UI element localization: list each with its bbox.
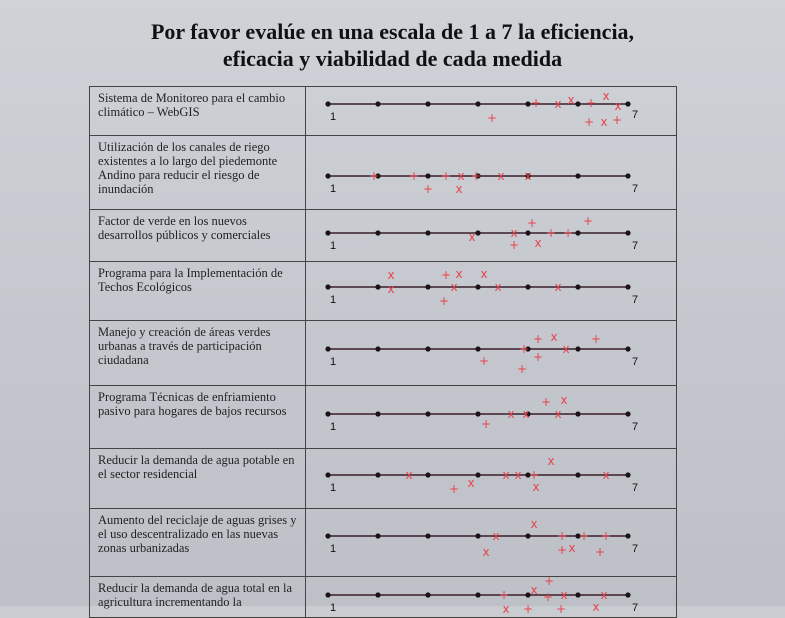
scale-point[interactable] bbox=[325, 346, 330, 351]
rating-mark: x bbox=[530, 517, 538, 531]
rating-table bbox=[89, 86, 677, 618]
rating-scale[interactable] bbox=[306, 509, 676, 576]
scale-point[interactable] bbox=[325, 592, 330, 597]
rating-row bbox=[90, 509, 677, 577]
rating-mark: x bbox=[510, 226, 518, 240]
measure-label: Sistema de Monitoreo para el cambio climático – WebGIS bbox=[90, 87, 306, 136]
rating-mark: + bbox=[578, 529, 590, 543]
rating-scale-cell[interactable] bbox=[306, 87, 677, 136]
rating-mark: x bbox=[405, 468, 413, 482]
scale-point[interactable] bbox=[475, 592, 480, 597]
scale-min-label: 1 bbox=[330, 240, 337, 252]
rating-mark: x bbox=[497, 169, 505, 183]
scale-point[interactable] bbox=[625, 533, 630, 538]
rating-mark: + bbox=[486, 111, 498, 125]
scale-point[interactable] bbox=[325, 101, 330, 106]
scale-point[interactable] bbox=[625, 101, 630, 106]
rating-mark: x bbox=[554, 280, 562, 294]
scale-min-label: 1 bbox=[330, 356, 337, 368]
rating-mark: + bbox=[422, 182, 434, 196]
scale-point[interactable] bbox=[425, 411, 430, 416]
measure-label: Programa para la Implementación de Techos Ecológicos bbox=[90, 262, 306, 321]
measure-label: Programa Técnicas de enfriamiento pasivo para hogares de bajos recursos bbox=[90, 386, 306, 449]
rating-mark: x bbox=[592, 600, 600, 614]
rating-mark: x bbox=[457, 169, 465, 183]
scale-point[interactable] bbox=[375, 284, 380, 289]
scale-point[interactable] bbox=[575, 284, 580, 289]
rating-row bbox=[90, 449, 677, 509]
rating-row bbox=[90, 210, 677, 262]
scale-point[interactable] bbox=[325, 173, 330, 178]
scale-point[interactable] bbox=[475, 101, 480, 106]
rating-mark: x bbox=[455, 267, 463, 281]
scale-point[interactable] bbox=[575, 592, 580, 597]
measure-label: Factor de verde en los nuevos desarrollos públicos y comerciales bbox=[90, 210, 306, 262]
scale-point[interactable] bbox=[625, 173, 630, 178]
measure-label: Utilización de los canales de riego existentes a lo largo del piedemonte Andino para reducir el riesgo de inundación bbox=[90, 136, 306, 210]
rating-mark: x bbox=[600, 588, 608, 602]
rating-mark: x bbox=[455, 182, 463, 196]
rating-mark: + bbox=[600, 529, 612, 543]
scale-point[interactable] bbox=[525, 533, 530, 538]
rating-mark: + bbox=[522, 602, 534, 616]
rating-scale[interactable] bbox=[306, 136, 676, 209]
rating-mark: x bbox=[554, 97, 562, 111]
rating-mark: + bbox=[556, 529, 568, 543]
scale-point[interactable] bbox=[575, 346, 580, 351]
rating-mark: x bbox=[614, 99, 622, 113]
rating-mark: x bbox=[567, 93, 575, 107]
scale-min-label: 1 bbox=[330, 421, 337, 433]
rating-mark: + bbox=[440, 268, 452, 282]
rating-scale-cell[interactable] bbox=[306, 262, 677, 321]
rating-scale[interactable] bbox=[306, 87, 676, 135]
rating-mark: x bbox=[502, 602, 510, 616]
rating-mark: x bbox=[494, 280, 502, 294]
rating-mark: x bbox=[480, 267, 488, 281]
rating-scale-cell[interactable] bbox=[306, 577, 677, 618]
scale-point[interactable] bbox=[425, 230, 430, 235]
scale-point[interactable] bbox=[325, 284, 330, 289]
scale-max-label: 7 bbox=[632, 240, 639, 252]
scale-point[interactable] bbox=[625, 346, 630, 351]
scale-max-label: 7 bbox=[632, 543, 639, 555]
scale-min-label: 1 bbox=[330, 543, 337, 555]
rating-mark: + bbox=[585, 96, 597, 110]
rating-mark: x bbox=[600, 115, 608, 129]
rating-mark: x bbox=[387, 268, 395, 282]
scale-max-label: 7 bbox=[632, 183, 639, 195]
scale-point[interactable] bbox=[475, 346, 480, 351]
scale-max-label: 7 bbox=[632, 294, 639, 306]
scale-point[interactable] bbox=[575, 472, 580, 477]
scale-point[interactable] bbox=[525, 101, 530, 106]
rating-mark: x bbox=[467, 476, 475, 490]
rating-scale[interactable] bbox=[306, 449, 676, 508]
rating-mark: x bbox=[554, 407, 562, 421]
scale-point[interactable] bbox=[425, 101, 430, 106]
scale-point[interactable] bbox=[375, 411, 380, 416]
scale-point[interactable] bbox=[575, 173, 580, 178]
scale-point[interactable] bbox=[325, 411, 330, 416]
rating-scale-cell[interactable] bbox=[306, 509, 677, 577]
scale-point[interactable] bbox=[475, 533, 480, 538]
rating-mark: x bbox=[602, 468, 610, 482]
scale-point[interactable] bbox=[375, 472, 380, 477]
rating-mark: + bbox=[526, 216, 538, 230]
scale-point[interactable] bbox=[625, 592, 630, 597]
rating-mark: + bbox=[438, 294, 450, 308]
rating-mark: + bbox=[545, 226, 557, 240]
scale-point[interactable] bbox=[325, 533, 330, 538]
measure-label: Manejo y creación de áreas verdes urbanas a través de participación ciudadana bbox=[90, 321, 306, 386]
scale-point[interactable] bbox=[625, 284, 630, 289]
scale-point[interactable] bbox=[375, 533, 380, 538]
rating-mark: + bbox=[448, 482, 460, 496]
scale-min-label: 1 bbox=[330, 111, 337, 123]
scale-point[interactable] bbox=[325, 472, 330, 477]
rating-mark: x bbox=[534, 236, 542, 250]
scale-max-label: 7 bbox=[632, 602, 639, 614]
rating-mark: x bbox=[514, 468, 522, 482]
scale-point[interactable] bbox=[525, 230, 530, 235]
rating-scale-cell[interactable] bbox=[306, 449, 677, 509]
rating-row bbox=[90, 262, 677, 321]
rating-mark: + bbox=[532, 332, 544, 346]
rating-scale-cell[interactable] bbox=[306, 321, 677, 386]
rating-scale[interactable] bbox=[306, 577, 676, 617]
scale-min-label: 1 bbox=[330, 482, 337, 494]
scale-point[interactable] bbox=[425, 592, 430, 597]
rating-mark: x bbox=[450, 280, 458, 294]
rating-mark: x bbox=[522, 407, 530, 421]
rating-scale[interactable] bbox=[306, 321, 676, 385]
scale-point[interactable] bbox=[375, 101, 380, 106]
rating-mark: + bbox=[555, 602, 567, 616]
measure-label: Reducir la demanda de agua total en la agricultura incrementando la bbox=[90, 577, 306, 618]
scale-point[interactable] bbox=[425, 346, 430, 351]
scale-point[interactable] bbox=[575, 230, 580, 235]
scale-point[interactable] bbox=[475, 230, 480, 235]
rating-mark: + bbox=[530, 96, 542, 110]
rating-mark: x bbox=[387, 282, 395, 296]
scale-point[interactable] bbox=[425, 472, 430, 477]
scale-point[interactable] bbox=[375, 592, 380, 597]
rating-mark: x bbox=[547, 454, 555, 468]
rating-mark: + bbox=[408, 169, 420, 183]
scale-point[interactable] bbox=[625, 230, 630, 235]
rating-mark: x bbox=[507, 407, 515, 421]
rating-row bbox=[90, 321, 677, 386]
rating-mark: + bbox=[540, 395, 552, 409]
scale-point[interactable] bbox=[475, 472, 480, 477]
rating-mark: + bbox=[470, 169, 482, 183]
rating-mark: + bbox=[532, 350, 544, 364]
rating-mark: x bbox=[492, 529, 500, 543]
rating-mark: x bbox=[562, 342, 570, 356]
scale-max-label: 7 bbox=[632, 109, 639, 121]
scale-point[interactable] bbox=[525, 284, 530, 289]
rating-mark: + bbox=[518, 342, 530, 356]
rating-mark: + bbox=[368, 169, 380, 183]
rating-mark: + bbox=[508, 238, 520, 252]
rating-mark: x bbox=[468, 230, 476, 244]
scale-max-label: 7 bbox=[632, 421, 639, 433]
scale-max-label: 7 bbox=[632, 356, 639, 368]
measure-label: Reducir la demanda de agua potable en el sector residencial bbox=[90, 449, 306, 509]
rating-mark: x bbox=[560, 393, 568, 407]
rating-scale-cell[interactable] bbox=[306, 386, 677, 449]
rating-mark: + bbox=[440, 169, 452, 183]
scale-point[interactable] bbox=[425, 284, 430, 289]
rating-scale-cell[interactable] bbox=[306, 136, 677, 210]
title-line-2: eficacia y viabilidad de cada medida bbox=[222, 46, 563, 71]
rating-mark: + bbox=[528, 468, 540, 482]
rating-scale[interactable] bbox=[306, 386, 676, 448]
rating-mark: + bbox=[543, 577, 555, 588]
rating-mark: x bbox=[482, 545, 490, 559]
scale-point[interactable] bbox=[425, 533, 430, 538]
scale-min-label: 1 bbox=[330, 183, 337, 195]
scale-point[interactable] bbox=[475, 284, 480, 289]
scale-point[interactable] bbox=[375, 230, 380, 235]
scale-point[interactable] bbox=[575, 101, 580, 106]
title-line-1: Por favor evalúe en una escala de 1 a 7 la eficiencia, bbox=[150, 19, 635, 44]
rating-mark: x bbox=[530, 583, 538, 597]
scale-min-label: 1 bbox=[330, 602, 337, 614]
rating-mark: x bbox=[560, 588, 568, 602]
scale-min-label: 1 bbox=[330, 294, 337, 306]
rating-mark: + bbox=[594, 545, 606, 559]
rating-scale-cell[interactable] bbox=[306, 210, 677, 262]
rating-mark: + bbox=[582, 214, 594, 228]
scale-point[interactable] bbox=[475, 411, 480, 416]
rating-mark: + bbox=[480, 417, 492, 431]
scale-point[interactable] bbox=[625, 411, 630, 416]
scale-point[interactable] bbox=[325, 230, 330, 235]
rating-mark: x bbox=[568, 541, 576, 555]
rating-mark: + bbox=[583, 115, 595, 129]
rating-row bbox=[90, 87, 677, 136]
rating-mark: x bbox=[602, 89, 610, 103]
rating-row bbox=[90, 386, 677, 449]
scale-point[interactable] bbox=[375, 346, 380, 351]
rating-row bbox=[90, 577, 677, 618]
scale-point[interactable] bbox=[575, 411, 580, 416]
scale-max-label: 7 bbox=[632, 482, 639, 494]
rating-mark: + bbox=[478, 354, 490, 368]
scale-point[interactable] bbox=[425, 173, 430, 178]
rating-mark: + bbox=[542, 590, 554, 604]
rating-mark: + bbox=[498, 588, 510, 602]
rating-mark: + bbox=[562, 226, 574, 240]
rating-scale[interactable] bbox=[306, 210, 676, 261]
rating-mark: + bbox=[611, 113, 623, 127]
scale-point[interactable] bbox=[625, 472, 630, 477]
rating-mark: x bbox=[524, 169, 532, 183]
rating-mark: x bbox=[502, 468, 510, 482]
rating-scale[interactable] bbox=[306, 262, 676, 320]
page-title bbox=[60, 18, 725, 72]
rating-mark: x bbox=[532, 480, 540, 494]
measure-label: Aumento del reciclaje de aguas grises y el uso descentralizado en las nuevas zonas urbanizadas bbox=[90, 509, 306, 577]
rating-row bbox=[90, 136, 677, 210]
rating-mark: x bbox=[550, 330, 558, 344]
rating-mark: + bbox=[556, 543, 568, 557]
rating-mark: + bbox=[516, 362, 528, 376]
rating-mark: + bbox=[590, 332, 602, 346]
